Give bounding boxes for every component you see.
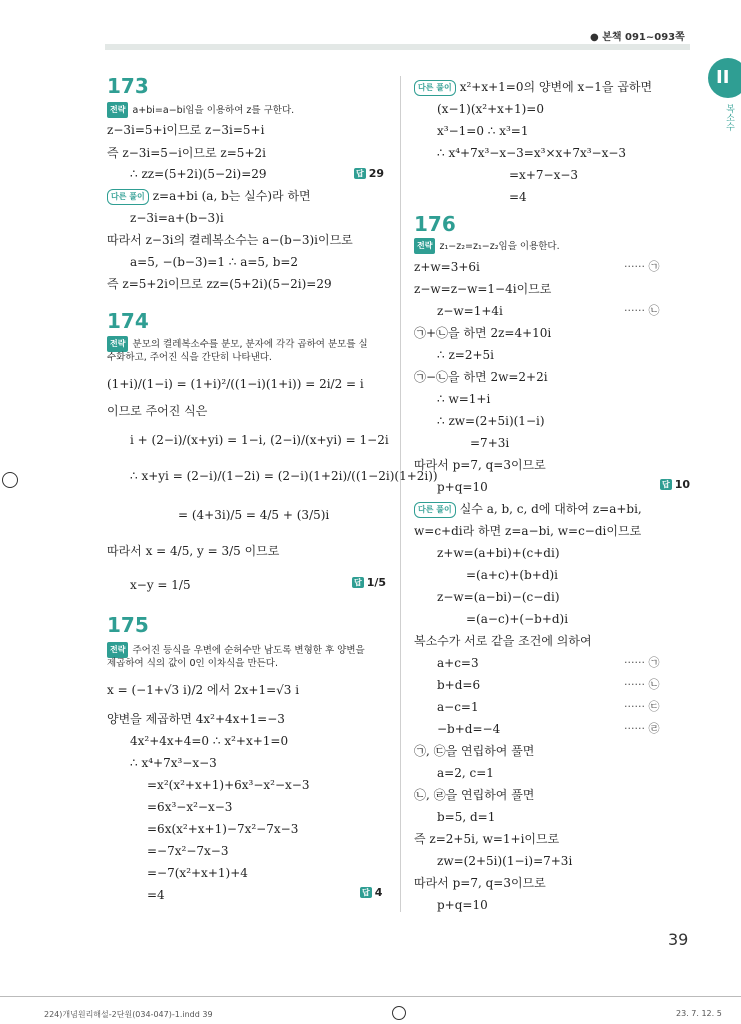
p173-line7: a=5, −(b−3)=1 ∴ a=5, b=2 <box>130 255 299 269</box>
problem-175-number: 175 <box>107 613 149 637</box>
p175-line9: =−7(x²+x+1)+4 <box>147 866 248 880</box>
p176-line23: ㉠, ㉢을 연립하여 풀면 <box>414 744 535 758</box>
p176-answer: 답 10 <box>662 478 691 491</box>
p176-mark22: ······ ㉣ <box>624 722 660 735</box>
column-divider <box>400 76 401 912</box>
p173-line8: 즉 z=5+2i이므로 zz=(5+2i)(5−2i)=29 <box>107 277 332 291</box>
p173-line1: z−3i=5+i이므로 z−3i=5+i <box>107 123 265 137</box>
p176-alt-line: 다른 풀이 실수 a, b, c, d에 대하여 z=a+bi, <box>414 502 642 518</box>
p176-line4: ㉠+㉡을 하면 2z=4+10i <box>414 326 552 340</box>
p173-line2: 즉 z−3i=5−i이므로 z=5+2i <box>107 146 266 160</box>
p174-strategy-cont: 수화하고, 주어진 식을 간단히 나타낸다. <box>107 352 272 363</box>
p176-line15: =(a+c)+(b+d)i <box>466 568 559 582</box>
p173-answer: 답 29 <box>356 167 385 180</box>
p175b-alt-line: 다른 풀이 x²+x+1=0의 양변에 x−1을 곱하면 <box>414 80 652 96</box>
problem-174-number: 174 <box>107 309 149 333</box>
p176-line7: ∴ w=1+i <box>437 392 491 406</box>
p173-line3: ∴ zz=(5+2i)(5−2i)=29 <box>130 167 267 181</box>
p176-line6: ㉠−㉡을 하면 2w=2+2i <box>414 370 548 384</box>
strategy-tag: 전략 <box>107 336 128 352</box>
page-number: 39 <box>668 930 689 949</box>
footer-date: 23. 7. 12. 5 <box>676 1009 722 1018</box>
p176-line3: z−w=1+4i <box>437 304 503 318</box>
p176-line20: b+d=6 <box>437 678 481 692</box>
p176-line25: ㉡, ㉣을 연립하여 풀면 <box>414 788 535 802</box>
p174-line6: 따라서 x = 4/5, y = 3/5 이므로 <box>107 544 280 558</box>
p175b-line3: x³−1=0 ∴ x³=1 <box>437 124 529 138</box>
p176-line14: z+w=(a+bi)+(c+di) <box>437 546 560 560</box>
p173-strategy <box>107 102 294 118</box>
p176-line1: z+w=3+6i <box>414 260 480 274</box>
p175-line7: =6x(x²+x+1)−7x²−7x−3 <box>147 822 299 836</box>
header-band <box>105 44 690 50</box>
p176-strategy: 전략 z₁−z₂=z₁−z₂임을 이용한다. <box>414 238 560 254</box>
p175-line6: =6x³−x²−x−3 <box>147 800 233 814</box>
strategy-tag: 전략 <box>107 102 128 118</box>
p176-line29: 따라서 p=7, q=3이므로 <box>414 876 546 890</box>
footer-rule <box>0 996 741 997</box>
p175-line4: ∴ x⁴+7x³−x−3 <box>130 756 217 770</box>
registration-mark-bottom <box>392 1006 406 1020</box>
p175b-line6: =4 <box>509 190 527 204</box>
p176-line24: a=2, c=1 <box>437 766 494 780</box>
p176-line11: p+q=10 <box>437 480 488 494</box>
p175b-line2: (x−1)(x²+x+1)=0 <box>437 102 544 116</box>
p175-line3: 4x²+4x+4=0 ∴ x²+x+1=0 <box>130 734 289 748</box>
p173-line5: z−3i=a+(b−3)i <box>130 211 224 225</box>
p175-line1: x = (−1+√3 i)/2 에서 2x+1=√3 i <box>107 683 300 697</box>
p175-line8: =−7x²−7x−3 <box>147 844 229 858</box>
strategy-text: a+bi=a−bi임을 이용하여 z를 구한다. <box>132 105 295 116</box>
p176-line9: =7+3i <box>470 436 510 450</box>
alt-solution-tag: 다른 풀이 <box>414 80 456 96</box>
answer-icon: 답 <box>356 169 364 178</box>
chapter-side-label: 복소수 <box>724 104 734 131</box>
p175-strategy: 전략 주어진 등식을 우변에 순허수만 남도록 변형한 후 양변을 <box>107 642 365 658</box>
p176-line30: p+q=10 <box>437 898 488 912</box>
p176-line16: z−w=(a−bi)−(c−di) <box>437 590 560 604</box>
strategy-tag: 전략 <box>414 238 435 254</box>
p175-answer: 답 4 <box>362 886 383 899</box>
p175-line5: =x²(x²+x+1)+6x³−x²−x−3 <box>147 778 310 792</box>
p175-line10: =4 <box>147 888 165 902</box>
p176-line19: a+c=3 <box>437 656 479 670</box>
p174-line1: (1+i)/(1−i) = (1+i)²/((1−i)(1+i)) = 2i/2 = i <box>107 377 364 391</box>
p176-line13: w=c+di라 하면 z=a−bi, w=c−di이므로 <box>414 524 642 538</box>
p176-mark21: ······ ㉢ <box>624 700 660 713</box>
p173-line6: 따라서 z−3i의 켤레복소수는 a−(b−3)i이므로 <box>107 233 353 247</box>
p176-line27: 즉 z=2+5i, w=1+i이므로 <box>414 832 560 846</box>
answer-icon: 답 <box>662 480 670 489</box>
p174-line5: = (4+3i)/5 = 4/5 + (3/5)i <box>178 508 330 522</box>
alt-solution-tag: 다른 풀이 <box>414 502 456 518</box>
p175b-line4: ∴ x⁴+7x³−x−3=x³×x+7x³−x−3 <box>437 146 627 160</box>
p176-line5: ∴ z=2+5i <box>437 348 494 362</box>
p176-line10: 따라서 p=7, q=3이므로 <box>414 458 546 472</box>
p176-line26: b=5, d=1 <box>437 810 496 824</box>
p174-strategy: 전략 분모의 켤레복소수를 분모, 분자에 각각 곱하여 분모를 실 <box>107 336 368 352</box>
alt-solution-tag: 다른 풀이 <box>107 189 149 205</box>
p176-line18: 복소수가 서로 같을 조건에 의하여 <box>414 634 592 648</box>
p175-strategy-cont: 제곱하여 식의 값이 0인 이차식을 만든다. <box>107 658 278 669</box>
p174-line4: ∴ x+yi = (2−i)/(1−2i) = (2−i)(1+2i)/((1−2i)(1+2i)) <box>130 469 438 483</box>
p175b-line5: =x+7−x−3 <box>509 168 579 182</box>
chapter-badge: II <box>708 58 741 98</box>
header-page-range: ● 본책 091~093쪽 <box>590 32 685 43</box>
p176-line2: z−w=z−w=1−4i이므로 <box>414 282 552 296</box>
p176-line17: =(a−c)+(−b+d)i <box>466 612 569 626</box>
p176-mark20: ······ ㉡ <box>624 678 660 691</box>
p176-mark1: ······ ㉠ <box>624 260 660 273</box>
p176-line22: −b+d=−4 <box>437 722 501 736</box>
p174-line7: x−y = 1/5 <box>130 578 191 592</box>
answer-icon: 답 <box>362 888 370 897</box>
p176-line21: a−c=1 <box>437 700 479 714</box>
p176-line28: zw=(2+5i)(1−i)=7+3i <box>437 854 573 868</box>
p175-line2: 양변을 제곱하면 4x²+4x+1=−3 <box>107 712 285 726</box>
registration-mark-left <box>2 472 18 488</box>
problem-173-number: 173 <box>107 74 149 98</box>
p174-line3: i + (2−i)/(x+yi) = 1−i, (2−i)/(x+yi) = 1−2i <box>130 433 389 447</box>
p174-answer: 답 1/5 <box>354 576 387 589</box>
p176-line8: ∴ zw=(2+5i)(1−i) <box>437 414 545 428</box>
strategy-tag: 전략 <box>107 642 128 658</box>
p173-alt-line: 다른 풀이 z=a+bi (a, b는 실수)라 하면 <box>107 189 311 205</box>
footer-file-name: 224)개념원리해설-2단원(034-047)-1.indd 39 <box>44 1010 213 1019</box>
problem-176-number: 176 <box>414 212 456 236</box>
p176-mark3: ······ ㉡ <box>624 304 660 317</box>
p176-mark19: ······ ㉠ <box>624 656 660 669</box>
answer-icon: 답 <box>354 578 362 587</box>
p174-line2: 이므로 주어진 식은 <box>107 404 208 418</box>
